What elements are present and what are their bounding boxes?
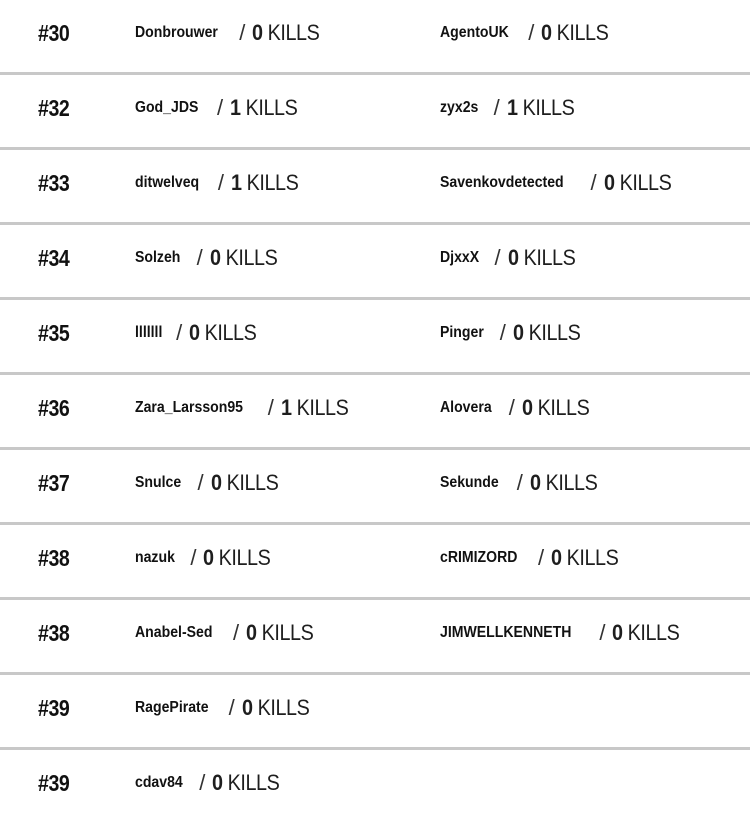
kill-number: 0: [551, 545, 562, 570]
player-entry-right: [440, 470, 605, 496]
leaderboard-row: [0, 75, 750, 150]
separator: /: [499, 320, 506, 345]
kills-label: KILLS: [225, 245, 278, 270]
player-name: Alovera: [440, 399, 492, 416]
separator: /: [599, 620, 606, 645]
kill-number: 0: [209, 245, 221, 270]
kill-count: [513, 320, 580, 346]
player-entry-left: [135, 95, 305, 121]
kill-count: [210, 245, 277, 271]
kills-label: KILLS: [228, 770, 280, 795]
player-name: Donbrouwer: [135, 24, 218, 41]
kills-label: KILLS: [226, 470, 278, 495]
player-entry-left: [135, 170, 306, 196]
kills-label: KILLS: [296, 395, 349, 420]
leaderboard-row: [0, 375, 750, 450]
player-entry-left: [135, 695, 317, 721]
leaderboard-row: [0, 750, 750, 825]
rank-label: #35: [38, 320, 70, 346]
kill-count: [508, 245, 575, 271]
separator: /: [190, 545, 197, 570]
kills-label: KILLS: [528, 320, 581, 345]
separator: /: [538, 545, 545, 570]
kills-label: KILLS: [257, 695, 310, 720]
separator: /: [217, 95, 224, 120]
separator: /: [239, 20, 246, 45]
kill-count: [230, 95, 297, 121]
rank-label: #37: [38, 470, 70, 496]
kill-number: 0: [252, 20, 263, 45]
kill-number: 0: [512, 320, 524, 345]
kill-number: 1: [506, 95, 518, 120]
player-name: nazuk: [135, 549, 175, 566]
kill-count: [530, 470, 597, 496]
kill-count: [541, 20, 608, 46]
kills-label: KILLS: [246, 170, 299, 195]
rank-label: #33: [38, 170, 70, 196]
separator: /: [199, 770, 206, 795]
separator: /: [528, 20, 535, 45]
kill-number: 1: [230, 95, 241, 120]
rank-label: #34: [38, 245, 70, 271]
player-entry-left: [135, 245, 285, 271]
separator: /: [590, 170, 597, 195]
rank-label: #32: [38, 95, 70, 121]
player-entry-right: [440, 245, 582, 271]
kill-number: 0: [541, 20, 552, 45]
kill-number: 0: [246, 620, 257, 645]
kill-number: 0: [603, 170, 615, 195]
kill-number: 0: [189, 320, 200, 345]
player-entry-right: [440, 545, 626, 571]
player-entry-right: [440, 620, 687, 646]
kills-label: KILLS: [566, 545, 619, 570]
kill-number: 1: [280, 395, 292, 420]
separator: /: [217, 170, 225, 195]
player-entry-left: [135, 395, 356, 421]
kill-count: [604, 170, 671, 196]
kill-count: [203, 545, 270, 571]
player-name: Pinger: [440, 324, 484, 341]
kill-count: [507, 95, 574, 121]
player-name: God_JDS: [135, 99, 199, 116]
separator: /: [494, 245, 501, 270]
kill-number: 0: [612, 620, 624, 645]
rank-label: #36: [38, 395, 70, 421]
leaderboard-row: [0, 675, 750, 750]
separator: /: [233, 620, 240, 645]
kill-number: 0: [210, 470, 222, 495]
player-name: cRIMIZORD: [440, 549, 518, 566]
kills-label: KILLS: [245, 95, 298, 120]
separator: /: [196, 245, 203, 270]
player-entry-left: [135, 20, 327, 46]
player-entry-left: [135, 320, 264, 346]
leaderboard-row: [0, 525, 750, 600]
kill-count: [612, 620, 679, 646]
player-name: AgentoUK: [440, 24, 509, 41]
kills-label: KILLS: [619, 170, 671, 195]
separator: /: [228, 695, 235, 720]
kills-label: KILLS: [628, 620, 680, 645]
player-name: JIMWELLKENNETH: [440, 624, 572, 641]
leaderboard-row: [0, 450, 750, 525]
leaderboard-row: [0, 0, 750, 75]
player-name: Zara_Larsson95: [135, 399, 244, 416]
kill-count: [252, 20, 319, 46]
player-entry-left: [135, 770, 287, 796]
kill-count: [551, 545, 618, 571]
separator: /: [267, 395, 274, 420]
player-name: Savenkovdetected: [440, 174, 564, 191]
kill-count: [281, 395, 348, 421]
kills-label: KILLS: [267, 20, 320, 45]
kill-number: 0: [212, 770, 223, 795]
separator: /: [516, 470, 523, 495]
kill-number: 0: [521, 395, 533, 420]
player-name: RagePirate: [135, 699, 209, 716]
leaderboard-row: [0, 150, 750, 225]
kill-number: 0: [529, 470, 541, 495]
player-name: cdav84: [135, 774, 183, 791]
player-name: lllllll: [135, 324, 163, 341]
player-name: DjxxX: [440, 249, 480, 266]
rank-label: #39: [38, 695, 70, 721]
player-name: Solzeh: [135, 249, 181, 266]
kill-number: 1: [231, 170, 242, 195]
rank-label: #38: [38, 545, 70, 571]
kill-count: [212, 770, 279, 796]
player-name: zyx2s: [440, 99, 479, 116]
kills-label: KILLS: [204, 320, 257, 345]
kill-count: [231, 170, 298, 196]
kill-count: [211, 470, 278, 496]
kills-label: KILLS: [537, 395, 590, 420]
player-entry-right: [440, 20, 616, 46]
separator: /: [493, 95, 500, 120]
player-name: Sekunde: [440, 474, 499, 491]
player-entry-left: [135, 470, 285, 496]
player-entry-right: [440, 95, 582, 121]
rank-label: #39: [38, 770, 70, 796]
leaderboard-row: [0, 300, 750, 375]
player-name: ditwelveq: [135, 174, 200, 191]
leaderboard-row: [0, 225, 750, 300]
player-entry-left: [135, 545, 278, 571]
kill-number: 0: [507, 245, 519, 270]
kill-count: [189, 320, 256, 346]
rank-label: #30: [38, 20, 70, 46]
player-entry-right: [440, 320, 588, 346]
separator: /: [176, 320, 183, 345]
separator: /: [508, 395, 515, 420]
kills-label: KILLS: [545, 470, 598, 495]
player-name: Snulce: [135, 474, 182, 491]
separator: /: [197, 470, 204, 495]
kills-label: KILLS: [261, 620, 314, 645]
rank-label: #38: [38, 620, 70, 646]
kills-label: KILLS: [219, 545, 271, 570]
player-entry-left: [135, 620, 321, 646]
kills-label: KILLS: [523, 245, 575, 270]
kills-label: KILLS: [522, 95, 575, 120]
kill-count: [246, 620, 313, 646]
player-name: Anabel-Sed: [135, 624, 213, 641]
kill-number: 0: [203, 545, 215, 570]
player-entry-right: [440, 170, 678, 196]
kills-label: KILLS: [556, 20, 609, 45]
kill-count: [242, 695, 309, 721]
kill-number: 0: [241, 695, 253, 720]
leaderboard-row: [0, 600, 750, 675]
player-entry-right: [440, 395, 597, 421]
kill-count: [522, 395, 589, 421]
